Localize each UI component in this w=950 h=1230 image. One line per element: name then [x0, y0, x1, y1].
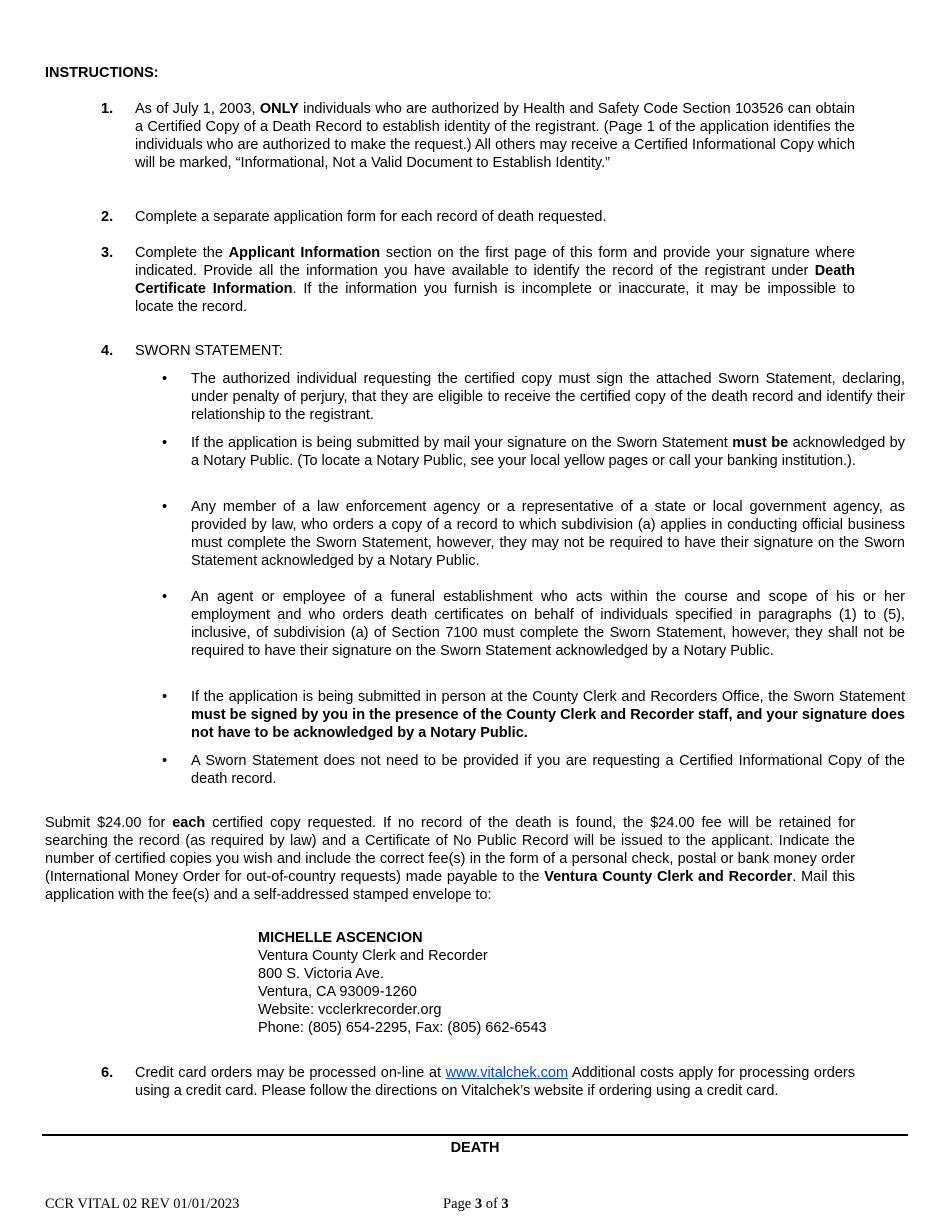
item-number: 3.	[101, 245, 114, 261]
bullet-icon: •	[162, 371, 168, 387]
fee-paragraph: Submit $24.00 for each certified copy requested. If no record of the death is found, the $24.00 fee will be retained for searching the record (as required by law) and a Certificate of No Public Record will be issued to the applicant. Indicate the number of certified copies you wish and include the correct fee(s) in the form of a personal check, postal or bank money order (International Money Order for out-of-country requests) made payable to the Ventura County Clerk and Recorder. Mail this application with the fee(s) and a self-addressed stamped envelope to:	[45, 815, 856, 903]
section-label: DEATH	[450, 1140, 500, 1156]
instruction-item-4: SWORN STATEMENT:	[135, 343, 283, 359]
item-number: 4.	[101, 343, 114, 359]
sworn-bullet-6: A Sworn Statement does not need to be provided if you are requesting a Certified Informational Copy of the death record.	[191, 753, 905, 787]
item-number: 1.	[101, 101, 114, 117]
address-line: Ventura County Clerk and Recorder	[258, 948, 488, 964]
sworn-bullet-4: An agent or employee of a funeral establishment who acts within the course and scope of his or her employment and who orders death certificates on behalf of individuals specified in paragraphs (1) to (5), inclusive, of subdivision (a) of Section 7100 must complete the Sworn Statement, however, they shall not be required to have their signature on the Sworn Statement acknowledged by a Notary Public.	[191, 589, 905, 659]
sworn-bullet-5: If the application is being submitted in person at the County Clerk and Recorders Office, the Sworn Statement must be signed by you in the presence of the County Clerk and Recorder staff, and your signature does not have to be acknowledged by a Notary Public.	[191, 689, 905, 741]
bullet-icon: •	[162, 499, 168, 515]
instruction-item-1: As of July 1, 2003, ONLY individuals who are authorized by Health and Safety Code Section 103526 can obtain a Certified Copy of a Death Record to establish identity of the registrant. (Page 1 of the application identifies the individuals who are authorized to make the request.) All others may receive a Certified Informational Copy which will be marked, “Informational, Not a Valid Document to Establish Identity.”	[135, 101, 855, 171]
instructions-heading: INSTRUCTIONS:	[45, 65, 159, 81]
address-line: 800 S. Victoria Ave.	[258, 966, 385, 982]
instruction-item-3: Complete the Applicant Information section on the first page of this form and provide your signature where indicated. Provide all the information you have available to identify the record of the registrant under Death Certificate Information. If the information you furnish is incomplete or inaccurate, it may be impossible to locate the record.	[135, 245, 855, 315]
bullet-icon: •	[162, 589, 168, 605]
item-number: 2.	[101, 209, 114, 225]
form-id: CCR VITAL 02 REV 01/01/2023	[45, 1196, 240, 1212]
website-line: Website: vcclerkrecorder.org	[258, 1002, 442, 1018]
address-line: Ventura, CA 93009-1260	[258, 984, 417, 1000]
mailing-address	[258, 929, 547, 1037]
page-indicator: Page 3 of 3	[443, 1196, 509, 1212]
vitalchek-link[interactable]: www.vitalchek.com	[445, 1065, 569, 1081]
instruction-item-2: Complete a separate application form for each record of death requested.	[135, 209, 607, 225]
bullet-icon: •	[162, 753, 168, 769]
bullet-icon: •	[162, 435, 168, 451]
sworn-bullet-1: The authorized individual requesting the certified copy must sign the attached Sworn Statement, declaring, under penalty of perjury, that they are eligible to receive the certified copy of the death record and identify their relationship to the registrant.	[191, 371, 905, 423]
sworn-bullet-2: If the application is being submitted by mail your signature on the Sworn Statement must be acknowledged by a Notary Public. (To locate a Notary Public, see your local yellow pages or call your banking institution.).	[191, 435, 905, 469]
section-divider	[42, 1134, 908, 1136]
item-number: 6.	[101, 1065, 114, 1081]
phone-fax-line: Phone: (805) 654-2295, Fax: (805) 662-6543	[258, 1020, 547, 1036]
bullet-icon: •	[162, 689, 168, 705]
recorder-name: MICHELLE ASCENCION	[258, 930, 423, 946]
sworn-bullet-3: Any member of a law enforcement agency or a representative of a state or local government agency, as provided by law, who orders a copy of a record to which subdivision (a) applies in conducting official business must complete the Sworn Statement, however, they may not be required to have their signature on the Sworn Statement acknowledged by a Notary Public.	[191, 499, 905, 569]
instruction-item-6: Credit card orders may be processed on-line at www.vitalchek.com Additional costs apply for processing orders using a credit card. Please follow the directions on Vitalchek’s website if ordering using a credit card.	[135, 1065, 855, 1099]
